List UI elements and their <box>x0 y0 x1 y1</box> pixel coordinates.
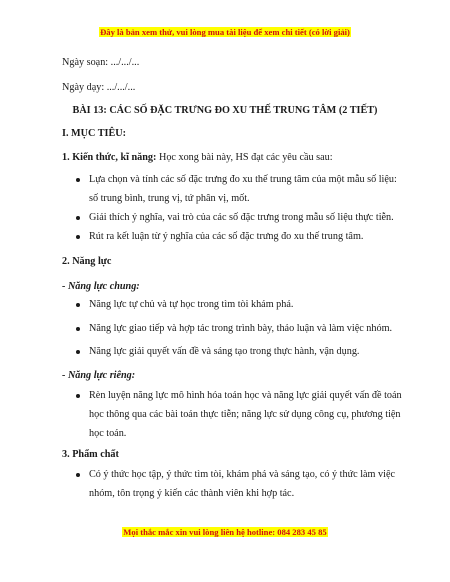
bullet-icon <box>76 303 80 307</box>
lesson-title: BÀI 13: CÁC SỐ ĐẶC TRƯNG ĐO XU THẾ TRUNG TÂM (2 TIẾT) <box>72 105 378 116</box>
general-bullet-1: Năng lực tự chủ và tự học trong tìm tòi khám phá. <box>89 299 294 310</box>
knowledge-bullet-2: Giải thích ý nghĩa, vai trò của các số đặc trưng trong mẫu số liệu thực tiễn. <box>89 212 394 223</box>
specific-competence-heading: - Năng lực riêng: <box>62 370 136 381</box>
qualities-bullet-line-2: nhóm, tôn trọng ý kiến các thành viên khi hợp tác. <box>89 488 295 499</box>
hotline-banner <box>0 527 450 537</box>
bullet-icon <box>76 216 80 220</box>
bullet-icon <box>76 327 80 331</box>
bullet-icon <box>76 178 80 182</box>
specific-bullet-line-1: Rèn luyện năng lực mô hình hóa toán học và năng lực giải quyết vấn đề toán <box>89 390 402 401</box>
section-objectives-heading: I. MỤC TIÊU: <box>62 128 127 139</box>
knowledge-heading-line <box>62 151 333 164</box>
bullet-icon <box>76 350 80 354</box>
competence-heading: 2. Năng lực <box>62 256 112 267</box>
date-prepared: Ngày soạn: .../.../... <box>62 57 140 68</box>
general-bullet-2: Năng lực giao tiếp và hợp tác trong trình bày, thảo luận và làm việc nhóm. <box>89 323 393 334</box>
knowledge-heading: 1. Kiến thức, kĩ năng: <box>62 152 157 163</box>
preview-notice-banner <box>0 27 450 37</box>
qualities-bullet-line-1: Có ý thức học tập, ý thức tìm tòi, khám phá và sáng tạo, có ý thức làm việc <box>89 469 395 480</box>
date-taught: Ngày dạy: .../.../... <box>62 82 136 93</box>
specific-bullet-line-3: học toán. <box>89 428 127 439</box>
general-competence-heading: - Năng lực chung: <box>62 281 140 292</box>
qualities-heading: 3. Phẩm chất <box>62 449 119 460</box>
knowledge-bullet-1-line-1: Lựa chọn và tính các số đặc trưng đo xu thế trung tâm của một mẫu số liệu: <box>89 174 397 185</box>
knowledge-intro: Học xong bài này, HS đạt các yêu cầu sau: <box>156 152 333 163</box>
knowledge-bullet-3: Rút ra kết luận từ ý nghĩa của các số đặc trưng đo xu thế trung tâm. <box>89 231 364 242</box>
general-bullet-3: Năng lực giải quyết vấn đề và sáng tạo trong thực hành, vận dụng. <box>89 346 360 357</box>
specific-bullet-line-2: học thông qua các bài toán thực tiễn; năng lực sử dụng công cụ, phương tiện <box>89 409 401 420</box>
knowledge-bullet-1-line-2: số trung bình, trung vị, tứ phân vị, mốt. <box>89 193 250 204</box>
bullet-icon <box>76 235 80 239</box>
bullet-icon <box>76 394 80 398</box>
preview-notice-text: Đây là bản xem thử, vui lòng mua tài liệu để xem chi tiết (có lời giải) <box>100 27 350 37</box>
hotline-text: Mọi thắc mắc xin vui lòng liên hệ hotline: 084 283 45 85 <box>123 527 327 537</box>
bullet-icon <box>76 473 80 477</box>
